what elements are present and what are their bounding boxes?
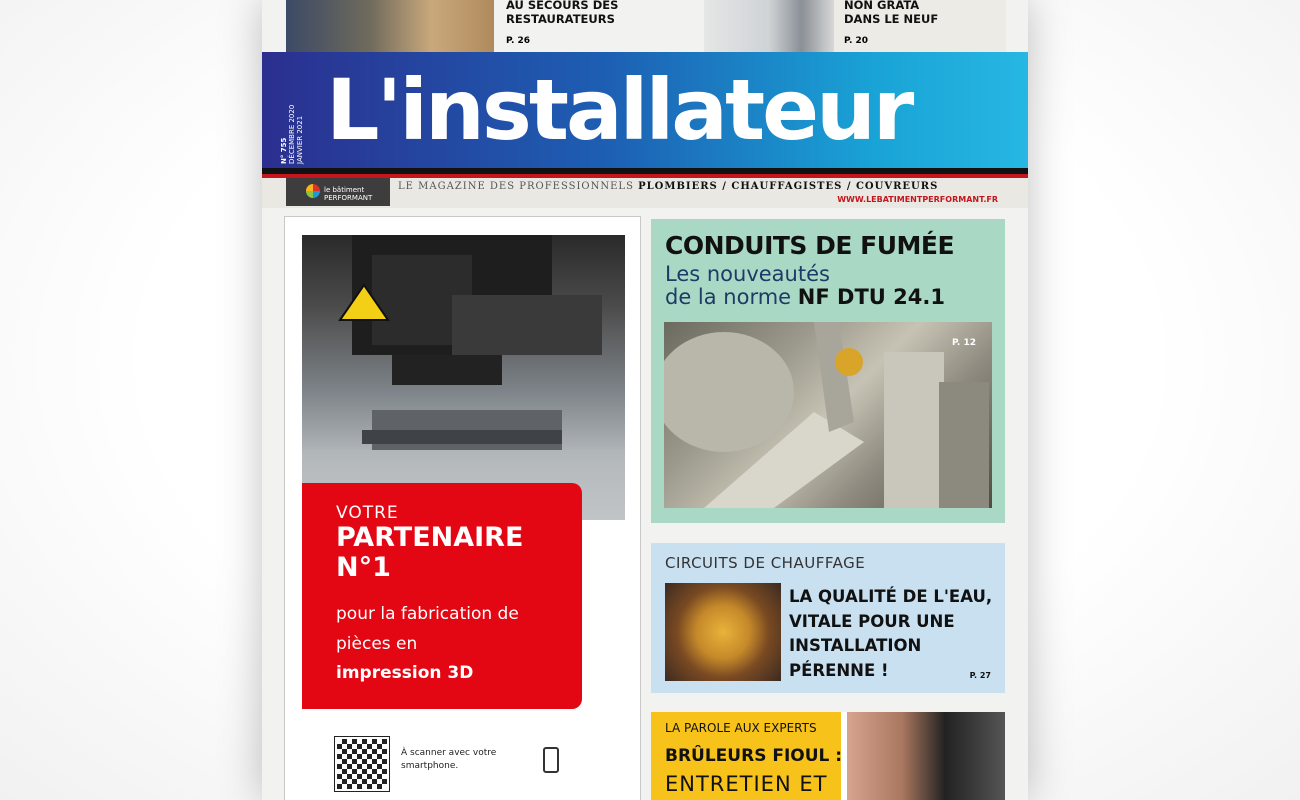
publisher-line-1: le bâtiment bbox=[324, 186, 365, 194]
qr-code[interactable] bbox=[335, 737, 389, 791]
feature-subtitle-norm: NF DTU 24.1 bbox=[797, 285, 945, 309]
issue-date-2: JANVIER 2021 bbox=[296, 115, 304, 164]
ad-red-panel bbox=[302, 483, 582, 709]
ad-line-partenaire: PARTENAIRE N°1 bbox=[336, 522, 524, 583]
teaser-right bbox=[834, 0, 1006, 52]
feature-subtitle-prefix: de la norme bbox=[665, 285, 792, 309]
tagline-bold: PLOMBIERS / CHAUFFAGISTES / COUVREURS bbox=[638, 181, 939, 192]
smartphone-icon bbox=[543, 747, 559, 773]
experts-story-card bbox=[651, 712, 1005, 800]
tagline bbox=[398, 181, 938, 192]
feature-card bbox=[651, 219, 1005, 523]
feature-title: CONDUITS DE FUMÉE bbox=[665, 231, 955, 260]
teaser-photo-left bbox=[286, 0, 494, 52]
3d-printer-illustration bbox=[302, 235, 625, 520]
heating-story-card bbox=[651, 543, 1005, 693]
flue-pipes-photo bbox=[664, 322, 992, 508]
issue-number: N° 755 bbox=[280, 137, 288, 164]
subline bbox=[262, 178, 1028, 208]
experts-panel bbox=[651, 712, 841, 800]
experts-photo bbox=[847, 712, 1005, 800]
experts-kicker: LA PAROLE AUX EXPERTS bbox=[665, 721, 817, 735]
experts-headline-2: ENTRETIEN ET bbox=[665, 772, 828, 796]
heating-photo bbox=[665, 583, 781, 681]
issue-info bbox=[280, 68, 324, 168]
masthead-logo: L'installateur bbox=[326, 61, 912, 159]
heating-headline: LA QUALITÉ DE L'EAU, VITALE POUR UNE INSTALLATION PÉRENNE ! bbox=[789, 587, 993, 680]
feature-subtitle-line1: Les nouveautés bbox=[665, 262, 830, 286]
publisher-line-2: PERFORMANT bbox=[324, 194, 373, 202]
masthead bbox=[262, 52, 1028, 174]
experts-headline: BRÛLEURS FIOUL : bbox=[665, 746, 843, 766]
feature-page: P. 12 bbox=[951, 338, 976, 348]
teaser-left-title: AU SECOURS DES RESTAURATEURS bbox=[506, 0, 619, 26]
ad-line-impression: impression 3D bbox=[336, 663, 474, 683]
ad-line-votre: VOTRE bbox=[336, 503, 399, 523]
feature-subtitle bbox=[665, 263, 945, 309]
tagline-prefix: LE MAGAZINE DES PROFESSIONNELS bbox=[398, 181, 634, 192]
ad-line-fabrication: pour la fabrication de pièces en bbox=[336, 604, 519, 654]
advertisement bbox=[284, 216, 641, 800]
publisher-mark-icon bbox=[306, 184, 320, 198]
scan-instruction: À scanner avec votre smartphone. bbox=[401, 748, 497, 771]
issue-date-1: DÉCEMBRE 2020 bbox=[288, 104, 296, 164]
printer-photo bbox=[302, 235, 625, 520]
teaser-right-title: NON GRATA DANS LE NEUF bbox=[844, 0, 939, 26]
heating-page: P. 27 bbox=[969, 671, 991, 680]
publisher-logo bbox=[286, 178, 390, 206]
website-url: WWW.LEBATIMENTPERFORMANT.FR bbox=[837, 195, 998, 204]
magazine-cover bbox=[262, 0, 1028, 800]
teaser-left-page: P. 26 bbox=[506, 36, 531, 46]
teaser-photo-right bbox=[704, 0, 834, 52]
teaser-left bbox=[494, 0, 702, 52]
heating-kicker: CIRCUITS DE CHAUFFAGE bbox=[665, 554, 866, 572]
teaser-right-page: P. 20 bbox=[844, 36, 869, 46]
flue-pipes-illustration bbox=[664, 322, 992, 508]
